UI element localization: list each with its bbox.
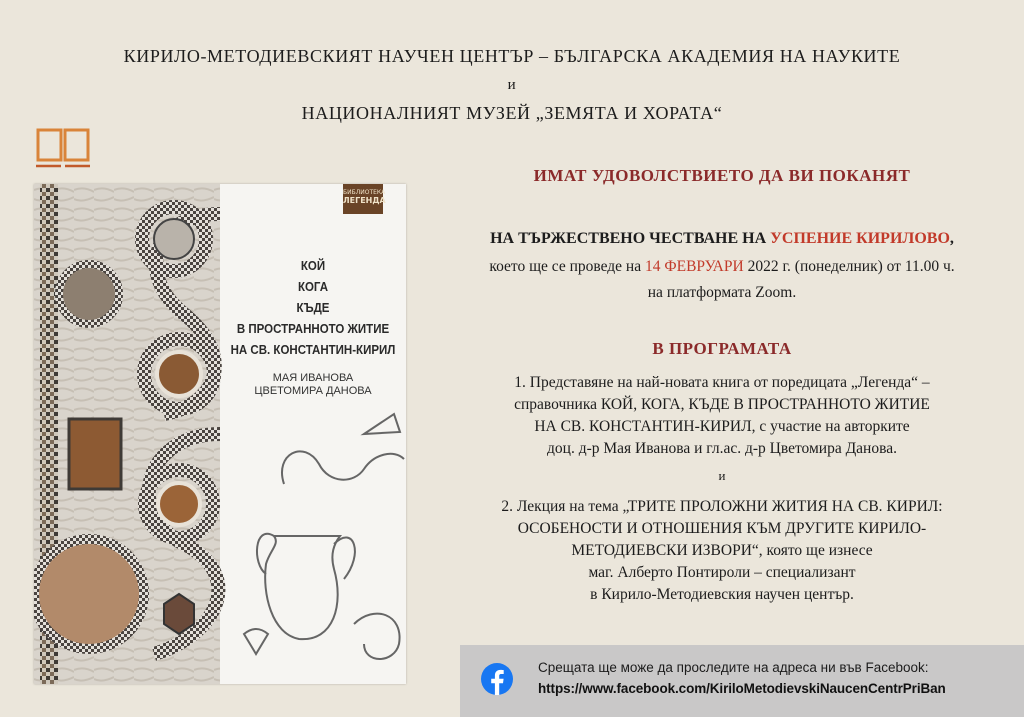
invitation-heading: ИМАТ УДОВОЛСТВИЕТО ДА ВИ ПОКАНЯТ bbox=[533, 166, 911, 185]
date-suffix: 2022 г. (понеделник) от 11.00 ч. bbox=[743, 258, 955, 275]
organizer-line-1: КИРИЛО-МЕТОДИЕВСКИЯТ НАУЧЕН ЦЕНТЪР – БЪЛГАРСКА АКАДЕМИЯ НА НАУКИТЕ bbox=[123, 46, 901, 66]
program-conjunction: и bbox=[718, 468, 726, 483]
program-item-line: НА СВ. КОНСТАНТИН-КИРИЛ, с участие на авторките bbox=[534, 418, 910, 435]
series-logo-small: БИБЛИОТЕКА bbox=[343, 189, 386, 196]
program-item-1 bbox=[420, 372, 1024, 460]
cover-title-line: НА СВ. КОНСТАНТИН-КИРИЛ bbox=[230, 343, 396, 357]
program-item-line: 1. Представяне на най-новата книга от поредицата „Легенда“ – bbox=[514, 374, 930, 391]
event-date-line bbox=[420, 256, 1024, 278]
program-heading: В ПРОГРАМАТА bbox=[652, 339, 792, 358]
organizer-conjunction: и bbox=[507, 77, 517, 93]
program-item-2 bbox=[420, 496, 1024, 606]
cover-authors bbox=[220, 372, 406, 398]
series-logo bbox=[343, 184, 386, 214]
program-item-line: 2. Лекция на тема „ТРИТЕ ПРОЛОЖНИ ЖИТИЯ НА СВ. КИРИЛ: bbox=[501, 498, 943, 515]
book-cover bbox=[34, 184, 406, 684]
event-title-prefix: НА ТЪРЖЕСТВЕНО ЧЕСТВАНЕ НА bbox=[490, 230, 771, 247]
event-platform: на платформата Zoom. bbox=[647, 284, 797, 301]
event-title-suffix: , bbox=[949, 230, 954, 247]
cover-title-line: КОЙ bbox=[300, 259, 326, 273]
program-item-line: ОСОБЕНОСТИ И ОТНОШЕНИЯ КЪМ ДРУГИТЕ КИРИЛО- bbox=[517, 520, 927, 537]
facebook-icon bbox=[481, 663, 513, 695]
program-item-line: маг. Алберто Понтироли – специализант bbox=[588, 564, 856, 581]
event-title bbox=[420, 228, 1024, 250]
facebook-caption: Срещата ще може да проследите на адреса ни във Facebook: bbox=[538, 660, 929, 675]
facebook-url-link[interactable]: https://www.facebook.com/KiriloMetodievskiNaucenCentrPriBan bbox=[538, 681, 946, 696]
event-name-highlight: УСПЕНИЕ КИРИЛОВО bbox=[770, 230, 950, 247]
cover-title bbox=[227, 256, 398, 361]
open-book-icon bbox=[34, 124, 92, 170]
facebook-info-bar bbox=[460, 645, 1024, 717]
program-item-line: доц. д-р Мая Иванова и гл.ас. д-р Цветомира Данова. bbox=[547, 440, 897, 457]
date-prefix: което ще се проведе на bbox=[489, 258, 645, 275]
program-item-line: в Кирило-Методиевския научен център. bbox=[590, 586, 854, 603]
program-item-line: МЕТОДИЕВСКИ ИЗВОРИ“, която ще изнесе bbox=[571, 542, 873, 559]
organizer-line-2: НАЦИОНАЛНИЯТ МУЗЕЙ „ЗЕМЯТА И ХОРАТА“ bbox=[301, 103, 723, 123]
cover-title-line: КЪДЕ bbox=[296, 301, 330, 315]
series-logo-name: ЛЕГЕНДА bbox=[343, 196, 386, 205]
cover-title-line: КОГА bbox=[297, 280, 329, 294]
cover-author: МАЯ ИВАНОВА bbox=[272, 372, 354, 384]
date-highlight: 14 ФЕВРУАРИ bbox=[645, 258, 744, 275]
cover-author: ЦВЕТОМИРА ДАНОВА bbox=[254, 385, 372, 397]
program-item-line: справочника КОЙ, КОГА, КЪДЕ В ПРОСТРАННОТО ЖИТИЕ bbox=[514, 396, 930, 413]
cover-title-line: В ПРОСТРАННОТО ЖИТИЕ bbox=[236, 322, 390, 336]
